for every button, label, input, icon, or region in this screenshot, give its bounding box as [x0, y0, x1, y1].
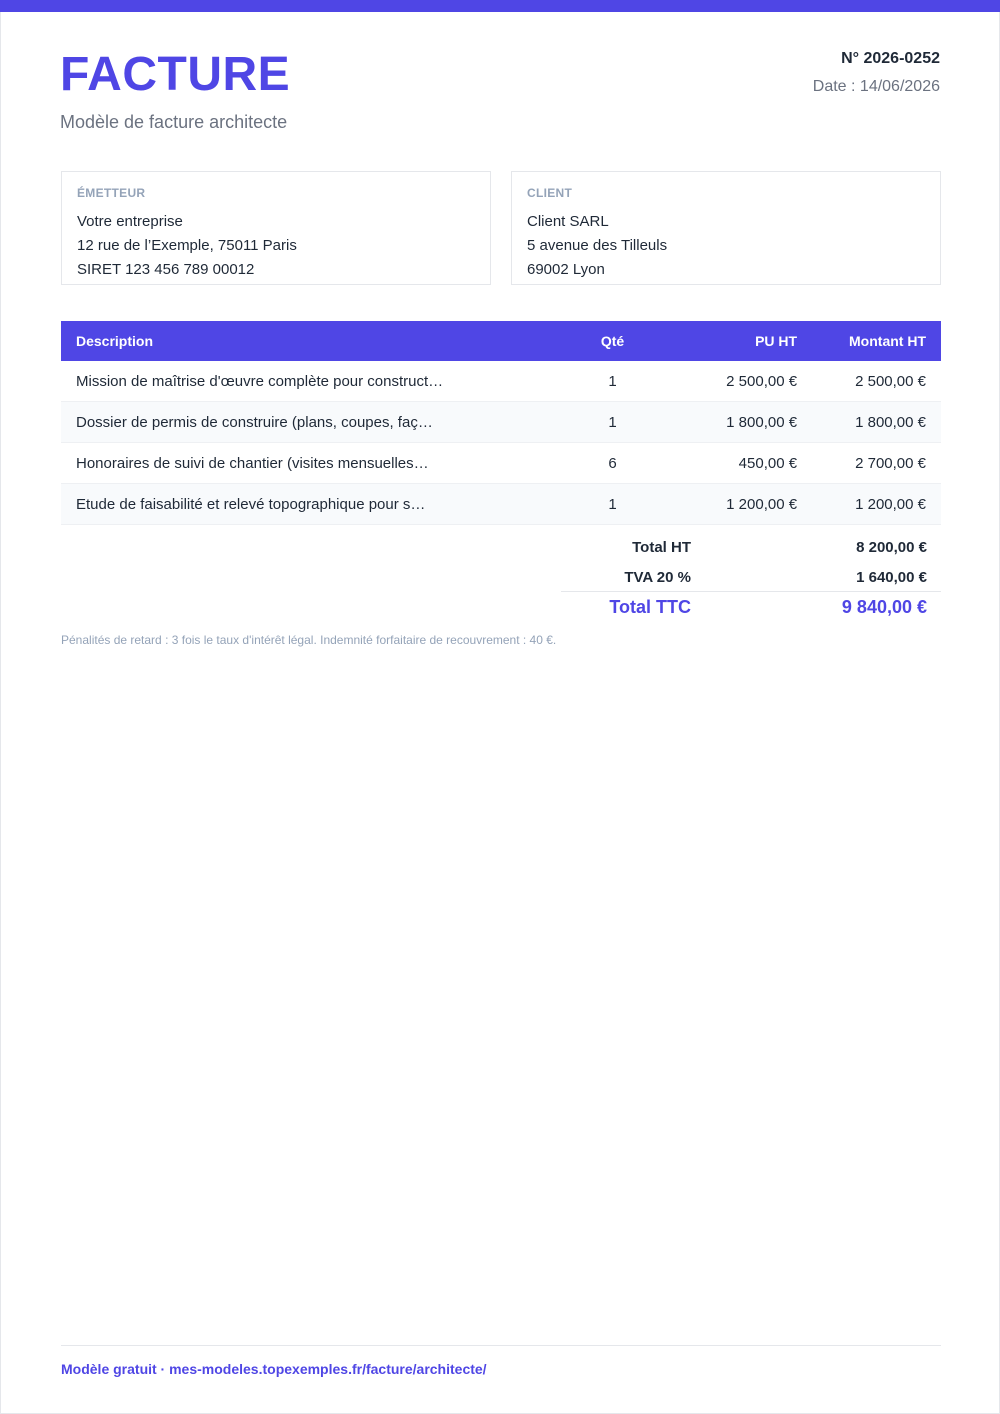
cell-quantity: 1: [608, 413, 617, 431]
client-name: Client SARL: [527, 213, 609, 230]
tva-value: 1 640,00 €: [856, 569, 927, 586]
emitter-siret: SIRET 123 456 789 00012: [77, 261, 255, 278]
client-card: [511, 171, 941, 285]
total-ttc-row: [561, 591, 941, 624]
total-ht-row: [561, 531, 941, 561]
items-table: [61, 321, 941, 525]
cell-description: Etude de faisabilité et relevé topographique pour s…: [76, 495, 426, 513]
cell-description: Honoraires de suivi de chantier (visites mensuelles…: [76, 454, 429, 472]
header-description: Description: [76, 333, 154, 349]
invoice-subtitle: Modèle de facture architecte: [60, 112, 288, 132]
client-address: 5 avenue des Tilleuls: [527, 237, 668, 254]
footer-divider: [61, 1345, 941, 1346]
table-row: [61, 361, 941, 402]
emitter-address: 12 rue de l’Exemple, 75011 Paris: [77, 237, 297, 254]
emitter-card: [61, 171, 491, 285]
header-quantity: Qté: [600, 333, 625, 349]
cell-quantity: 1: [608, 495, 617, 513]
cell-unit-price: 450,00 €: [738, 454, 798, 472]
emitter-name: Votre entreprise: [77, 213, 183, 230]
cell-quantity: 1: [608, 372, 617, 390]
late-payment-note: Pénalités de retard : 3 fois le taux d'intérêt légal. Indemnité forfaitaire de recouvrement : 40 €.: [61, 633, 557, 647]
total-ht-value: 8 200,00 €: [856, 539, 927, 556]
cell-description: Dossier de permis de construire (plans, coupes, faç…: [76, 413, 433, 431]
cell-amount: 2 500,00 €: [855, 372, 926, 390]
tva-label: TVA 20 %: [624, 569, 691, 586]
client-label: CLIENT: [527, 186, 573, 200]
invoice-number: N° 2026-0252: [841, 50, 940, 67]
cell-amount: 1 200,00 €: [855, 495, 926, 513]
cell-amount: 1 800,00 €: [855, 413, 926, 431]
tva-row: [561, 561, 941, 591]
totals-block: [561, 531, 941, 624]
invoice-title: FACTURE: [60, 48, 291, 101]
cell-unit-price: 1 200,00 €: [726, 495, 798, 513]
header-amount: Montant HT: [849, 333, 926, 349]
cell-unit-price: 2 500,00 €: [726, 372, 798, 390]
client-city: 69002 Lyon: [527, 261, 605, 278]
emitter-label: ÉMETTEUR: [77, 186, 146, 200]
table-row: [61, 402, 941, 443]
accent-bar: [0, 0, 1000, 12]
cell-unit-price: 1 800,00 €: [726, 413, 798, 431]
header-unit-price: PU HT: [755, 333, 798, 349]
cell-quantity: 6: [608, 454, 617, 472]
invoice-date: Date : 14/06/2026: [812, 78, 940, 95]
total-ht-label: Total HT: [632, 539, 691, 556]
table-header-row: [61, 321, 941, 361]
table-row: [61, 484, 941, 525]
cell-description: Mission de maîtrise d'œuvre complète pour construct…: [76, 372, 444, 390]
total-ttc-value: 9 840,00 €: [841, 597, 927, 617]
footer-link[interactable]: Modèle gratuit · mes-modeles.topexemples.fr/facture/architecte/: [61, 1361, 487, 1377]
total-ttc-label: Total TTC: [609, 597, 691, 617]
table-row: [61, 443, 941, 484]
cell-amount: 2 700,00 €: [855, 454, 926, 472]
